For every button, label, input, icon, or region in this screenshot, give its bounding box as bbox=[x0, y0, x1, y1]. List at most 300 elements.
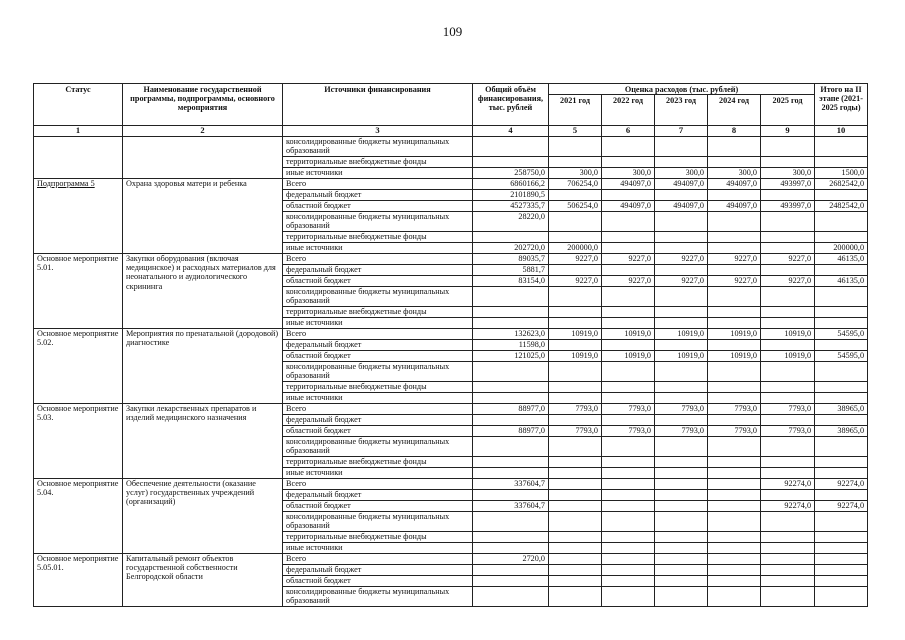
stage-total-amount bbox=[815, 232, 868, 243]
total-amount bbox=[473, 137, 549, 157]
year-amount-2023 bbox=[655, 415, 708, 426]
total-amount bbox=[473, 587, 549, 607]
stage-total-amount bbox=[815, 393, 868, 404]
total-amount bbox=[473, 382, 549, 393]
total-amount: 88977,0 bbox=[473, 404, 549, 415]
funding-source: территориальные внебюджетные фонды bbox=[283, 232, 473, 243]
year-amount-2025 bbox=[761, 340, 815, 351]
year-amount-2021 bbox=[549, 490, 602, 501]
year-amount-2023: 10919,0 bbox=[655, 351, 708, 362]
funding-source: Всего bbox=[283, 179, 473, 190]
year-amount-2025 bbox=[761, 576, 815, 587]
table-row bbox=[34, 254, 868, 265]
year-amount-2024 bbox=[708, 382, 761, 393]
year-amount-2024 bbox=[708, 232, 761, 243]
year-amount-2021 bbox=[549, 157, 602, 168]
stage-total-amount: 200000,0 bbox=[815, 243, 868, 254]
row-status: Основное мероприятие 5.03. bbox=[34, 404, 123, 479]
total-amount: 2720,0 bbox=[473, 554, 549, 565]
year-amount-2025: 92274,0 bbox=[761, 479, 815, 490]
year-amount-2021: 506254,0 bbox=[549, 201, 602, 212]
funding-source: консолидированные бюджеты муниципальных образований bbox=[283, 437, 473, 457]
year-amount-2021 bbox=[549, 532, 602, 543]
stage-total-amount bbox=[815, 468, 868, 479]
stage-total-amount bbox=[815, 532, 868, 543]
total-amount: 89035,7 bbox=[473, 254, 549, 265]
total-amount: 5881,7 bbox=[473, 265, 549, 276]
row-name: Обеспечение деятельности (оказание услуг) государственных учреждений (организаций) bbox=[123, 479, 283, 554]
year-amount-2022 bbox=[602, 318, 655, 329]
col-number-10: 10 bbox=[815, 126, 868, 137]
total-amount: 28220,0 bbox=[473, 212, 549, 232]
year-amount-2023 bbox=[655, 157, 708, 168]
year-amount-2024 bbox=[708, 415, 761, 426]
year-amount-2025: 10919,0 bbox=[761, 329, 815, 340]
year-amount-2024 bbox=[708, 479, 761, 490]
year-amount-2022: 7793,0 bbox=[602, 404, 655, 415]
funding-source: консолидированные бюджеты муниципальных образований bbox=[283, 212, 473, 232]
col-number-9: 9 bbox=[761, 126, 815, 137]
year-amount-2024 bbox=[708, 287, 761, 307]
year-amount-2024 bbox=[708, 190, 761, 201]
col-number-6: 6 bbox=[602, 126, 655, 137]
year-amount-2024 bbox=[708, 587, 761, 607]
total-amount bbox=[473, 576, 549, 587]
year-amount-2024 bbox=[708, 437, 761, 457]
year-amount-2022 bbox=[602, 393, 655, 404]
year-amount-2022: 494097,0 bbox=[602, 201, 655, 212]
year-amount-2025 bbox=[761, 287, 815, 307]
year-amount-2025 bbox=[761, 318, 815, 329]
year-amount-2024 bbox=[708, 565, 761, 576]
funding-source: федеральный бюджет bbox=[283, 565, 473, 576]
row-name: Капитальный ремонт объектов государственной собственности Белгородской области bbox=[123, 554, 283, 607]
total-amount: 337604,7 bbox=[473, 501, 549, 512]
year-amount-2021 bbox=[549, 265, 602, 276]
year-amount-2025: 10919,0 bbox=[761, 351, 815, 362]
year-amount-2024: 10919,0 bbox=[708, 329, 761, 340]
year-amount-2022: 300,0 bbox=[602, 168, 655, 179]
year-amount-2022 bbox=[602, 565, 655, 576]
year-amount-2022 bbox=[602, 287, 655, 307]
total-amount bbox=[473, 287, 549, 307]
year-amount-2022 bbox=[602, 457, 655, 468]
header-year-2021: 2021 год bbox=[549, 95, 602, 126]
year-amount-2024 bbox=[708, 137, 761, 157]
year-amount-2021: 9227,0 bbox=[549, 276, 602, 287]
funding-source: территориальные внебюджетные фонды bbox=[283, 382, 473, 393]
year-amount-2021: 7793,0 bbox=[549, 404, 602, 415]
year-amount-2021: 200000,0 bbox=[549, 243, 602, 254]
year-amount-2024 bbox=[708, 318, 761, 329]
table-row bbox=[34, 179, 868, 190]
year-amount-2025 bbox=[761, 243, 815, 254]
row-name: Охрана здоровья матери и ребенка bbox=[123, 179, 283, 254]
header-name: Наименование государственной программы, подпрограммы, основного мероприятия bbox=[123, 84, 283, 126]
year-amount-2021 bbox=[549, 437, 602, 457]
header-year-2024: 2024 год bbox=[708, 95, 761, 126]
col-number-7: 7 bbox=[655, 126, 708, 137]
year-amount-2025 bbox=[761, 512, 815, 532]
year-amount-2021 bbox=[549, 307, 602, 318]
year-amount-2021 bbox=[549, 232, 602, 243]
funding-source: федеральный бюджет bbox=[283, 415, 473, 426]
table-row bbox=[34, 554, 868, 565]
header-sources: Источники финансирования bbox=[283, 84, 473, 126]
year-amount-2023 bbox=[655, 512, 708, 532]
year-amount-2023 bbox=[655, 232, 708, 243]
year-amount-2022 bbox=[602, 415, 655, 426]
year-amount-2024 bbox=[708, 468, 761, 479]
funding-source: Всего bbox=[283, 329, 473, 340]
year-amount-2021 bbox=[549, 287, 602, 307]
total-amount: 4527335,7 bbox=[473, 201, 549, 212]
header-status: Статус bbox=[34, 84, 123, 126]
year-amount-2025 bbox=[761, 457, 815, 468]
total-amount: 258750,0 bbox=[473, 168, 549, 179]
year-amount-2022 bbox=[602, 265, 655, 276]
row-name: Закупки оборудования (включая медицинское) и расходных материалов для неонатального и аудиологического скрининга bbox=[123, 254, 283, 329]
total-amount: 337604,7 bbox=[473, 479, 549, 490]
year-amount-2025 bbox=[761, 532, 815, 543]
stage-total-amount: 38965,0 bbox=[815, 404, 868, 415]
year-amount-2021: 10919,0 bbox=[549, 351, 602, 362]
total-amount bbox=[473, 232, 549, 243]
row-status: Основное мероприятие 5.01. bbox=[34, 254, 123, 329]
total-amount: 83154,0 bbox=[473, 276, 549, 287]
year-amount-2025 bbox=[761, 490, 815, 501]
year-amount-2023 bbox=[655, 243, 708, 254]
header-stage-total: Итого на II этапе (2021-2025 годы) bbox=[815, 84, 868, 126]
stage-total-amount: 46135,0 bbox=[815, 276, 868, 287]
stage-total-amount bbox=[815, 415, 868, 426]
year-amount-2021 bbox=[549, 137, 602, 157]
table-row bbox=[34, 329, 868, 340]
year-amount-2024 bbox=[708, 490, 761, 501]
total-amount bbox=[473, 362, 549, 382]
table-row bbox=[34, 479, 868, 490]
year-amount-2023 bbox=[655, 576, 708, 587]
year-amount-2023 bbox=[655, 501, 708, 512]
year-amount-2024: 10919,0 bbox=[708, 351, 761, 362]
year-amount-2022 bbox=[602, 468, 655, 479]
year-amount-2024 bbox=[708, 362, 761, 382]
header-year-2022: 2022 год bbox=[602, 95, 655, 126]
year-amount-2022 bbox=[602, 157, 655, 168]
year-amount-2021 bbox=[549, 554, 602, 565]
year-amount-2023 bbox=[655, 490, 708, 501]
year-amount-2025: 7793,0 bbox=[761, 404, 815, 415]
row-name bbox=[123, 137, 283, 179]
year-amount-2025: 493997,0 bbox=[761, 201, 815, 212]
year-amount-2023 bbox=[655, 212, 708, 232]
stage-total-amount bbox=[815, 265, 868, 276]
year-amount-2022 bbox=[602, 340, 655, 351]
stage-total-amount bbox=[815, 307, 868, 318]
year-amount-2022 bbox=[602, 243, 655, 254]
year-amount-2021 bbox=[549, 501, 602, 512]
funding-source: областной бюджет bbox=[283, 351, 473, 362]
year-amount-2023: 494097,0 bbox=[655, 201, 708, 212]
year-amount-2022 bbox=[602, 137, 655, 157]
funding-source: федеральный бюджет bbox=[283, 340, 473, 351]
funding-source: Всего bbox=[283, 254, 473, 265]
year-amount-2025 bbox=[761, 307, 815, 318]
year-amount-2022 bbox=[602, 543, 655, 554]
year-amount-2025 bbox=[761, 415, 815, 426]
year-amount-2025: 9227,0 bbox=[761, 254, 815, 265]
header-estimate: Оценка расходов (тыс. рублей) bbox=[549, 84, 815, 95]
stage-total-amount bbox=[815, 490, 868, 501]
year-amount-2021: 300,0 bbox=[549, 168, 602, 179]
header-year-2025: 2025 год bbox=[761, 95, 815, 126]
year-amount-2023: 494097,0 bbox=[655, 179, 708, 190]
funding-source: консолидированные бюджеты муниципальных образований bbox=[283, 287, 473, 307]
funding-source: консолидированные бюджеты муниципальных образований bbox=[283, 512, 473, 532]
year-amount-2022: 494097,0 bbox=[602, 179, 655, 190]
year-amount-2022 bbox=[602, 587, 655, 607]
year-amount-2025 bbox=[761, 137, 815, 157]
year-amount-2021 bbox=[549, 457, 602, 468]
table-row bbox=[34, 137, 868, 157]
year-amount-2025: 493997,0 bbox=[761, 179, 815, 190]
year-amount-2021 bbox=[549, 415, 602, 426]
year-amount-2022 bbox=[602, 190, 655, 201]
stage-total-amount: 2482542,0 bbox=[815, 201, 868, 212]
year-amount-2024 bbox=[708, 307, 761, 318]
funding-source: областной бюджет bbox=[283, 426, 473, 437]
row-name: Мероприятия по пренатальной (дородовой) диагностике bbox=[123, 329, 283, 404]
funding-source: консолидированные бюджеты муниципальных образований bbox=[283, 362, 473, 382]
year-amount-2024 bbox=[708, 157, 761, 168]
year-amount-2023 bbox=[655, 587, 708, 607]
year-amount-2025 bbox=[761, 437, 815, 457]
year-amount-2023 bbox=[655, 437, 708, 457]
funding-source: областной бюджет bbox=[283, 576, 473, 587]
funding-source: иные источники bbox=[283, 168, 473, 179]
year-amount-2024 bbox=[708, 340, 761, 351]
year-amount-2024: 494097,0 bbox=[708, 179, 761, 190]
year-amount-2023: 300,0 bbox=[655, 168, 708, 179]
funding-source: областной бюджет bbox=[283, 201, 473, 212]
total-amount: 132623,0 bbox=[473, 329, 549, 340]
stage-total-amount bbox=[815, 576, 868, 587]
table-body bbox=[34, 137, 868, 607]
year-amount-2023 bbox=[655, 382, 708, 393]
year-amount-2022: 10919,0 bbox=[602, 351, 655, 362]
total-amount bbox=[473, 437, 549, 457]
year-amount-2021 bbox=[549, 479, 602, 490]
year-amount-2022 bbox=[602, 212, 655, 232]
year-amount-2025 bbox=[761, 587, 815, 607]
year-amount-2023: 10919,0 bbox=[655, 329, 708, 340]
year-amount-2023 bbox=[655, 457, 708, 468]
stage-total-amount bbox=[815, 137, 868, 157]
stage-total-amount bbox=[815, 543, 868, 554]
funding-source: иные источники bbox=[283, 543, 473, 554]
header-year-2023: 2023 год bbox=[655, 95, 708, 126]
col-number-1: 1 bbox=[34, 126, 123, 137]
year-amount-2024: 9227,0 bbox=[708, 276, 761, 287]
year-amount-2021 bbox=[549, 362, 602, 382]
year-amount-2024 bbox=[708, 457, 761, 468]
year-amount-2021 bbox=[549, 393, 602, 404]
stage-total-amount bbox=[815, 212, 868, 232]
year-amount-2021: 7793,0 bbox=[549, 426, 602, 437]
total-amount bbox=[473, 543, 549, 554]
year-amount-2021 bbox=[549, 318, 602, 329]
year-amount-2021 bbox=[549, 565, 602, 576]
year-amount-2021: 9227,0 bbox=[549, 254, 602, 265]
year-amount-2021: 706254,0 bbox=[549, 179, 602, 190]
year-amount-2024: 9227,0 bbox=[708, 254, 761, 265]
year-amount-2024: 300,0 bbox=[708, 168, 761, 179]
total-amount bbox=[473, 157, 549, 168]
year-amount-2025 bbox=[761, 543, 815, 554]
year-amount-2023: 7793,0 bbox=[655, 404, 708, 415]
year-amount-2024 bbox=[708, 501, 761, 512]
year-amount-2022 bbox=[602, 362, 655, 382]
year-amount-2024 bbox=[708, 212, 761, 232]
year-amount-2023 bbox=[655, 287, 708, 307]
total-amount bbox=[473, 415, 549, 426]
year-amount-2025: 92274,0 bbox=[761, 501, 815, 512]
year-amount-2021 bbox=[549, 468, 602, 479]
year-amount-2021 bbox=[549, 512, 602, 532]
stage-total-amount bbox=[815, 457, 868, 468]
year-amount-2023 bbox=[655, 532, 708, 543]
total-amount: 11598,0 bbox=[473, 340, 549, 351]
year-amount-2025 bbox=[761, 468, 815, 479]
year-amount-2022 bbox=[602, 512, 655, 532]
total-amount bbox=[473, 393, 549, 404]
year-amount-2022 bbox=[602, 307, 655, 318]
year-amount-2021 bbox=[549, 190, 602, 201]
year-amount-2022 bbox=[602, 532, 655, 543]
page-number: 109 bbox=[442, 24, 463, 39]
row-status: Основное мероприятие 5.02. bbox=[34, 329, 123, 404]
col-number-2: 2 bbox=[123, 126, 283, 137]
year-amount-2021 bbox=[549, 576, 602, 587]
year-amount-2023: 7793,0 bbox=[655, 426, 708, 437]
total-amount: 6860166,2 bbox=[473, 179, 549, 190]
year-amount-2021: 10919,0 bbox=[549, 329, 602, 340]
funding-source: областной бюджет bbox=[283, 276, 473, 287]
year-amount-2024 bbox=[708, 532, 761, 543]
total-amount bbox=[473, 318, 549, 329]
year-amount-2022 bbox=[602, 382, 655, 393]
year-amount-2021 bbox=[549, 340, 602, 351]
year-amount-2023 bbox=[655, 265, 708, 276]
total-amount: 88977,0 bbox=[473, 426, 549, 437]
col-number-3: 3 bbox=[283, 126, 473, 137]
total-amount bbox=[473, 457, 549, 468]
year-amount-2025 bbox=[761, 232, 815, 243]
stage-total-amount bbox=[815, 287, 868, 307]
funding-source: Всего bbox=[283, 554, 473, 565]
year-amount-2023 bbox=[655, 190, 708, 201]
year-amount-2023 bbox=[655, 565, 708, 576]
year-amount-2023 bbox=[655, 137, 708, 157]
year-amount-2025 bbox=[761, 565, 815, 576]
row-name: Закупки лекарственных препаратов и изделий медицинского назначения bbox=[123, 404, 283, 479]
funding-source: консолидированные бюджеты муниципальных образований bbox=[283, 137, 473, 157]
total-amount bbox=[473, 532, 549, 543]
row-status: Подпрограмма 5 bbox=[34, 179, 123, 254]
year-amount-2023 bbox=[655, 393, 708, 404]
col-number-5: 5 bbox=[549, 126, 602, 137]
year-amount-2022: 10919,0 bbox=[602, 329, 655, 340]
year-amount-2022 bbox=[602, 437, 655, 457]
stage-total-amount bbox=[815, 587, 868, 607]
stage-total-amount bbox=[815, 157, 868, 168]
year-amount-2022 bbox=[602, 501, 655, 512]
total-amount bbox=[473, 490, 549, 501]
year-amount-2025 bbox=[761, 393, 815, 404]
stage-total-amount bbox=[815, 565, 868, 576]
year-amount-2024: 7793,0 bbox=[708, 426, 761, 437]
total-amount: 202720,0 bbox=[473, 243, 549, 254]
year-amount-2023 bbox=[655, 307, 708, 318]
year-amount-2021 bbox=[549, 543, 602, 554]
col-number-8: 8 bbox=[708, 126, 761, 137]
year-amount-2022 bbox=[602, 576, 655, 587]
funding-source: федеральный бюджет bbox=[283, 265, 473, 276]
year-amount-2025 bbox=[761, 554, 815, 565]
stage-total-amount: 46135,0 bbox=[815, 254, 868, 265]
funding-source: территориальные внебюджетные фонды bbox=[283, 532, 473, 543]
stage-total-amount: 2682542,0 bbox=[815, 179, 868, 190]
year-amount-2023 bbox=[655, 362, 708, 382]
stage-total-amount bbox=[815, 340, 868, 351]
funding-source: иные источники bbox=[283, 393, 473, 404]
stage-total-amount bbox=[815, 190, 868, 201]
total-amount: 121025,0 bbox=[473, 351, 549, 362]
col-number-4: 4 bbox=[473, 126, 549, 137]
year-amount-2024 bbox=[708, 554, 761, 565]
year-amount-2022 bbox=[602, 232, 655, 243]
row-status: Основное мероприятие 5.05.01. bbox=[34, 554, 123, 607]
funding-source: территориальные внебюджетные фонды bbox=[283, 307, 473, 318]
year-amount-2025 bbox=[761, 362, 815, 382]
stage-total-amount bbox=[815, 318, 868, 329]
year-amount-2022: 9227,0 bbox=[602, 276, 655, 287]
year-amount-2023: 9227,0 bbox=[655, 254, 708, 265]
year-amount-2024 bbox=[708, 512, 761, 532]
stage-total-amount: 54595,0 bbox=[815, 329, 868, 340]
funding-source: консолидированные бюджеты муниципальных образований bbox=[283, 587, 473, 607]
funding-source: Всего bbox=[283, 479, 473, 490]
year-amount-2022 bbox=[602, 479, 655, 490]
year-amount-2021 bbox=[549, 382, 602, 393]
year-amount-2023 bbox=[655, 468, 708, 479]
stage-total-amount: 92274,0 bbox=[815, 479, 868, 490]
year-amount-2024 bbox=[708, 543, 761, 554]
stage-total-amount bbox=[815, 362, 868, 382]
funding-source: территориальные внебюджетные фонды bbox=[283, 157, 473, 168]
total-amount: 2101890,5 bbox=[473, 190, 549, 201]
year-amount-2025: 9227,0 bbox=[761, 276, 815, 287]
year-amount-2024 bbox=[708, 393, 761, 404]
year-amount-2025 bbox=[761, 265, 815, 276]
year-amount-2025: 7793,0 bbox=[761, 426, 815, 437]
stage-total-amount bbox=[815, 437, 868, 457]
budget-table bbox=[33, 83, 868, 607]
table-row bbox=[34, 404, 868, 415]
year-amount-2024 bbox=[708, 576, 761, 587]
funding-source: Всего bbox=[283, 404, 473, 415]
year-amount-2024: 7793,0 bbox=[708, 404, 761, 415]
